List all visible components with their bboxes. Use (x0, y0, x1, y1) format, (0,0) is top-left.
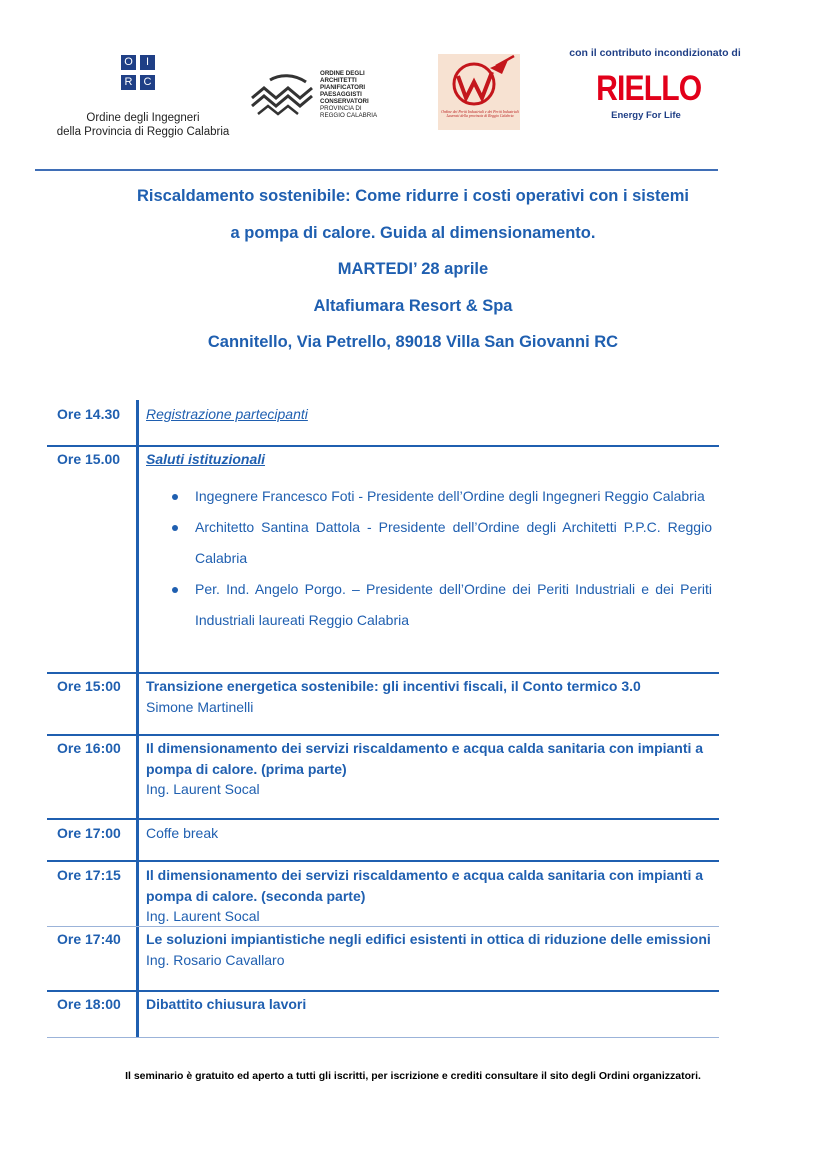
oirc-letter-r: R (121, 75, 136, 90)
oirc-letter-o: O (121, 55, 136, 70)
greetings-link[interactable]: Saluti istituzionali (146, 451, 266, 467)
footer-note: Il seminario è gratuito ed aperto a tutti gli iscritti, per iscrizione e crediti consultare il sito degli Ordini organizzatori. (125, 1070, 701, 1082)
architetti-line: ARCHITETTI (320, 77, 357, 84)
session-title: Coffe break (146, 825, 219, 841)
oirc-logo (121, 55, 157, 93)
row-divider (47, 926, 719, 927)
greeting-role: - Presidente dell’Ordine degli Architetti P.P.C. Reggio Calabria (195, 519, 712, 566)
schedule-time: Ore 17:00 (57, 825, 121, 841)
session-title: Il dimensionamento dei servizi riscaldamento e acqua calda sanitaria con impianti a pompa di calore. (prima parte) (146, 740, 704, 777)
architetti-text (320, 70, 400, 119)
architetti-sub: REGGIO CALABRIA (320, 112, 378, 119)
event-date: MARTEDI’ 28 aprile (337, 260, 489, 278)
session-speaker: Ing. Laurent Socal (146, 908, 260, 924)
schedule-time: Ore 16:00 (57, 740, 121, 756)
architetti-line: PIANIFICATORI (320, 84, 366, 91)
oirc-name (50, 111, 236, 139)
schedule-time: Ore 14.30 (57, 406, 121, 422)
schedule-item-title (146, 404, 716, 425)
schedule-time: Ore 15.00 (57, 451, 121, 467)
bullet-icon (172, 525, 178, 531)
event-address: Cannitello, Via Petrello, 89018 Villa San Giovanni RC (207, 333, 619, 351)
row-divider (47, 990, 719, 992)
event-venue: Altafiumara Resort & Spa (313, 297, 513, 315)
header-divider (35, 169, 718, 171)
greeting-name: Architetto Santina Dattola (195, 519, 360, 535)
architetti-sub: PROVINCIA DI (320, 105, 362, 112)
bullet-icon (172, 494, 178, 500)
schedule-item (146, 929, 716, 970)
architetti-line: ORDINE DEGLI (320, 70, 365, 77)
row-divider (47, 445, 719, 447)
bullet-icon (172, 587, 178, 593)
greeting-role: – Presidente dell’Ordine dei Periti Industriali e dei Periti Industriali laureati Reggio Calabria (195, 581, 712, 628)
row-divider (47, 734, 719, 736)
oirc-letter-c: C (140, 75, 155, 90)
oirc-name-line2: della Provincia di Reggio Calabria (56, 126, 230, 138)
row-divider (47, 1037, 719, 1038)
list-item (172, 512, 712, 574)
greetings-list (172, 481, 712, 636)
session-title: Le soluzioni impiantistiche negli edifici esistenti in ottica di riduzione delle emissioni (146, 931, 711, 947)
greeting-role: - Presidente dell’Ordine degli Ingegneri Reggio Calabria (354, 488, 705, 504)
architetti-line: CONSERVATORI (320, 98, 369, 105)
schedule-time: Ore 17:40 (57, 931, 121, 947)
session-title: Dibattito chiusura lavori (146, 996, 307, 1012)
oirc-letter-i: I (140, 55, 155, 70)
session-speaker: Simone Martinelli (146, 698, 254, 715)
row-divider (47, 672, 719, 674)
event-title-line1: Riscaldamento sostenibile: Come ridurre i costi operativi con i sistemi (137, 187, 689, 205)
row-divider (47, 860, 719, 862)
contribution-note: con il contributo incondizionato di (569, 47, 741, 59)
session-speaker: Ing. Rosario Cavallaro (146, 951, 285, 968)
greeting-name: Per. Ind. Angelo Porgo. (195, 581, 346, 597)
architetti-line: PAESAGGISTI (320, 91, 362, 98)
schedule-time: Ore 18:00 (57, 996, 121, 1012)
schedule-time: Ore 15:00 (57, 678, 121, 694)
oirc-name-line1: Ordine degli Ingegneri (86, 112, 200, 124)
row-divider (47, 818, 719, 820)
periti-caption: Ordine dei Periti Industriali e dei Periti Industriali Laureati della provincia di Reggio Calabria (441, 110, 519, 119)
list-item (172, 574, 712, 636)
architetti-logo-icon (250, 72, 320, 124)
list-item (172, 481, 712, 512)
sponsor-logo: RIELLO (596, 69, 702, 108)
schedule-item (146, 994, 716, 1015)
schedule-item (146, 738, 716, 800)
session-speaker: Ing. Laurent Socal (146, 781, 260, 797)
session-title: Il dimensionamento dei servizi riscaldamento e acqua calda sanitaria con impianti a pompa di calore. (seconda parte) (146, 867, 704, 904)
session-title: Transizione energetica sostenibile: gli incentivi fiscali, il Conto termico 3.0 (146, 678, 641, 694)
schedule-item-title (146, 449, 716, 470)
schedule-item (146, 865, 716, 927)
schedule-item (146, 823, 716, 844)
sponsor-tagline: Energy For Life (611, 110, 681, 121)
schedule-time: Ore 17:15 (57, 867, 121, 883)
greeting-name: Ingegnere Francesco Foti (195, 488, 355, 504)
registration-link[interactable]: Registrazione partecipanti (146, 406, 308, 422)
event-title-line2: a pompa di calore. Guida al dimensionamento. (230, 224, 596, 242)
schedule-item (146, 676, 716, 717)
periti-emblem-icon (438, 54, 520, 114)
